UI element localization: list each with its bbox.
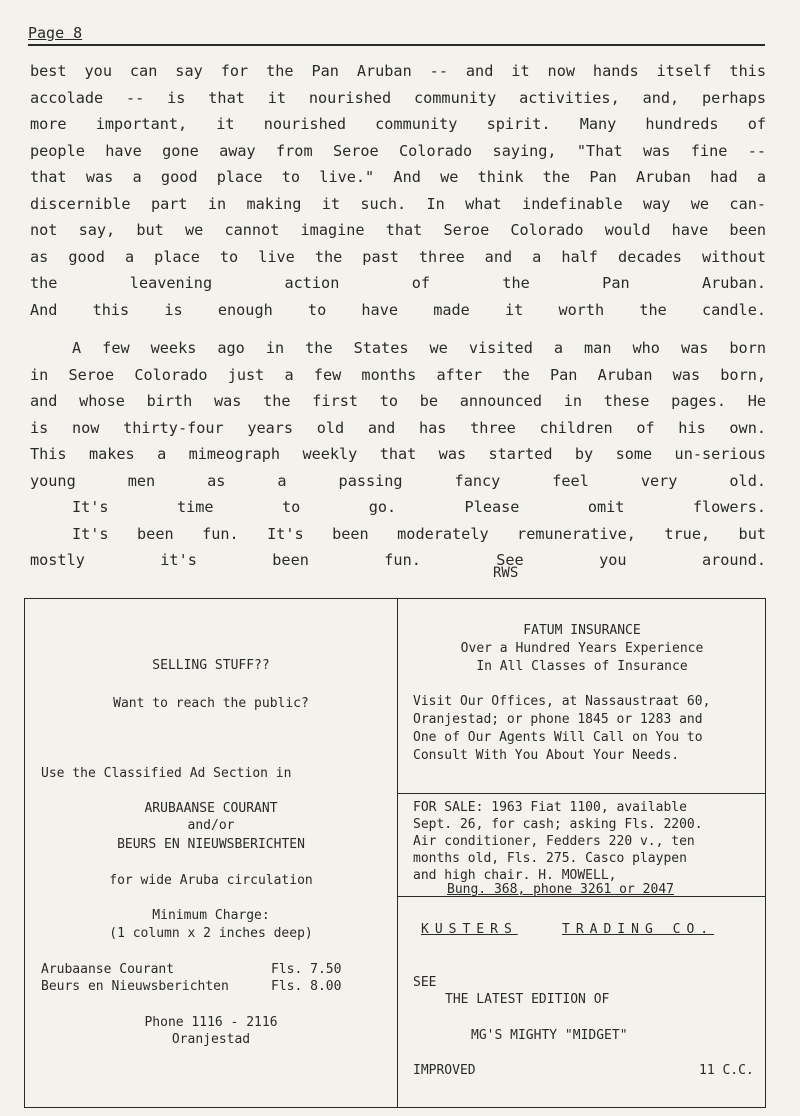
ad-text: Sept. 26, for cash; asking Fls. 2200.	[413, 817, 703, 832]
ad-title: FATUM INSURANCE	[523, 623, 641, 638]
ad-text: Oranjestad; or phone 1845 or 1283 and	[413, 712, 703, 727]
ad-text: IMPROVED	[413, 1063, 476, 1078]
paragraph-2	[30, 297, 766, 324]
paragraph-1	[30, 58, 766, 297]
text-line: as good a place to live the past three and a half decades without	[30, 247, 766, 266]
rate-price: Fls. 7.50	[271, 962, 342, 977]
rate-paper: Beurs en Nieuwsberichten	[41, 979, 229, 994]
text-line: discernible part in making it such. In what indefinable way we can-	[30, 194, 766, 213]
ad-selling-stuff	[25, 599, 397, 1107]
rate-price: Fls. 8.00	[271, 979, 342, 994]
text-line: It's been fun. It's been moderately remunerative, true, but	[72, 524, 766, 543]
ad-text: Consult With You About Your Needs.	[413, 748, 680, 763]
text-line: mostly it's been fun. See you around.	[30, 551, 766, 569]
article-body	[30, 58, 766, 574]
text-line: accolade -- is that it nourished community activities, and, perhaps	[30, 88, 766, 107]
paragraph-5	[30, 521, 766, 574]
ad-text: Over a Hundred Years Experience	[460, 641, 704, 656]
text-line: and whose birth was the first to be announced in these pages. He	[30, 392, 766, 410]
ad-text: One of Our Agents Will Call on You to	[413, 730, 703, 745]
advertisement-grid	[24, 598, 766, 1108]
ad-text: Use the Classified Ad Section in	[41, 766, 292, 781]
newspaper-name: BEURS EN NIEUWSBERICHTEN	[117, 837, 305, 852]
paragraph-3	[30, 335, 766, 494]
paragraph-4	[30, 494, 766, 521]
rate-paper: Arubaanse Courant	[41, 962, 175, 977]
price: 11 C.C.	[699, 1063, 754, 1078]
ad-text: In All Classes of Insurance	[476, 659, 688, 674]
text-line: more important, it nourished community spirit. Many hundreds of	[30, 115, 766, 133]
ad-text: SEE	[413, 975, 437, 990]
page-header	[28, 22, 765, 46]
ad-text: THE LATEST EDITION OF	[445, 992, 610, 1007]
ad-text: FOR SALE: 1963 Fiat 1100, available	[413, 800, 687, 815]
text-line: is now thirty-four years old and has three children of his own.	[30, 418, 766, 437]
text-line: in Seroe Colorado just a few months after the Pan Aruban was born,	[30, 365, 766, 384]
ad-text: Air conditioner, Fedders 220 v., ten	[413, 834, 695, 849]
newspaper-name: ARUBAANSE COURANT	[144, 801, 278, 816]
text-line: best you can say for the Pan Aruban -- and it now hands itself this	[30, 62, 766, 80]
ad-text: months old, Fls. 275. Casco playpen	[413, 851, 687, 866]
ad-title: KUSTERS	[421, 922, 518, 937]
ad-text: (1 column x 2 inches deep)	[109, 926, 313, 941]
text-line: that was a good place to live." And we think the Pan Aruban had a	[30, 168, 766, 186]
text-line: not say, but we cannot imagine that Seroe Colorado would have been	[30, 221, 766, 239]
ad-kusters-trading	[399, 599, 765, 1107]
ad-text: and/or	[187, 818, 235, 833]
ad-text: Bung. 368, phone 3261 or 2047	[447, 882, 674, 897]
text-line: young men as a passing fancy feel very old.	[30, 471, 766, 490]
ad-title: SELLING STUFF??	[152, 658, 270, 673]
product-name: MG'S MIGHTY "MIDGET"	[471, 1028, 628, 1043]
city: Oranjestad	[171, 1032, 251, 1047]
ad-text: for wide Aruba circulation	[109, 873, 313, 888]
ad-text: Visit Our Offices, at Nassaustraat 60,	[413, 694, 711, 709]
text-line: And this is enough to have made it worth the candle.	[30, 300, 766, 319]
text-line: people have gone away from Seroe Colorado saying, "That was fine --	[30, 141, 766, 160]
column-divider	[397, 599, 398, 1107]
phone-number: Phone 1116 - 2116	[144, 1015, 278, 1030]
text-line: This makes a mimeograph weekly that was started by some un-serious	[30, 445, 766, 463]
ad-text: and high chair. H. MOWELL,	[413, 868, 617, 883]
author-signature: RWS	[493, 565, 519, 581]
text-line: A few weeks ago in the States we visited a man who was born	[72, 339, 766, 357]
ad-text: Want to reach the public?	[113, 696, 309, 711]
text-line: It's time to go. Please omit flowers.	[72, 498, 766, 516]
ad-title: TRADING CO.	[562, 922, 715, 937]
page-number: Page 8	[28, 24, 83, 42]
text-line: the leavening action of the Pan Aruban.	[30, 274, 766, 292]
ad-text: Minimum Charge:	[152, 908, 270, 923]
